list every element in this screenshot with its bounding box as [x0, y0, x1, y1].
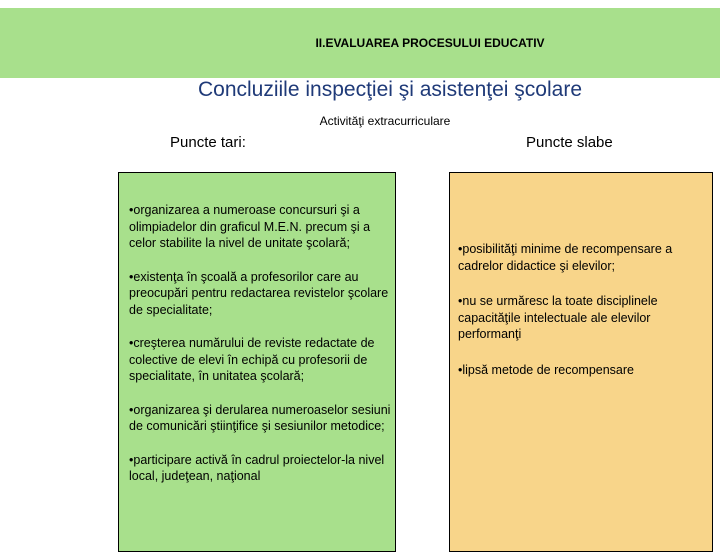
weakness-item: •posibilităţi minime de recompensare a cadrelor didactice şi elevilor;: [458, 242, 673, 273]
page-title: Concluziile inspecţiei şi asistenţei şcolare: [197, 78, 582, 101]
strength-item: •existenţa în şcoală a profesorilor care au preocupări pentru redactarea revistelor şcolare de specialitate;: [129, 269, 389, 317]
strength-item: •organizarea a numeroase concursuri şi a olimpiadelor din graficul M.E.N. precum şi a celor stabilite la nivel de unitate şcolară;: [129, 203, 371, 250]
header-title: II.EVALUAREA PROCESULUI EDUCATIV: [315, 36, 545, 50]
strengths-heading: Puncte tari:: [170, 134, 246, 151]
weaknesses-heading: Puncte slabe: [526, 134, 613, 151]
weakness-item: •lipsă metode de recompensare: [458, 362, 635, 377]
strength-item: •creşterea numărului de reviste redactate de colective de elevi în echipă cu profesorii de specialitate, în unitatea şcolară;: [129, 336, 375, 383]
strengths-list: [129, 202, 391, 502]
weakness-item: •nu se urmăresc la toate disciplinele capacităţile intelectuale ale elevilor performanţi: [458, 294, 658, 341]
weaknesses-list: [458, 241, 708, 397]
strength-item: •participare activă în cadrul proiectelor-la nivel local, judeţean, naţional: [129, 452, 385, 483]
section-label: Activităţi extracurriculare: [319, 114, 451, 128]
strength-item: •organizarea şi derularea numeroaselor sesiuni de comunicări ştiinţifice şi sesiunilor metodice;: [129, 402, 391, 433]
